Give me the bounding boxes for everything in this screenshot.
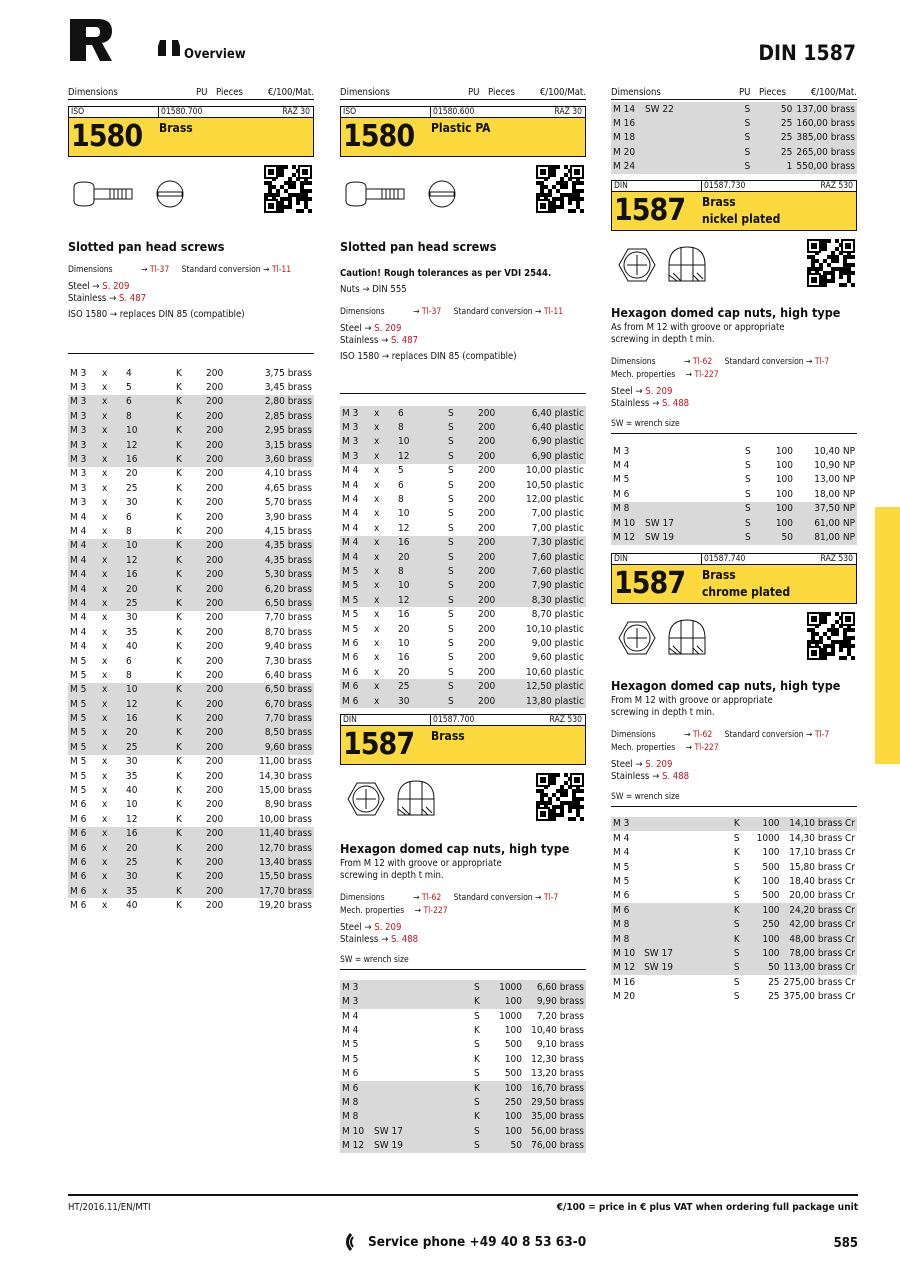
table-row: M 4 x 40 K 200 9,40 brass	[70, 641, 312, 653]
price-table	[340, 406, 586, 708]
table-row: M 20 S 25 265,00 brass	[613, 146, 855, 158]
material: Brass	[431, 729, 465, 744]
qr-code[interactable]	[264, 165, 312, 213]
table-row: M 5 x 25 K 200 9,60 brass	[70, 741, 312, 753]
column-3: Dimensions PU Pieces €/100/Mat. M 14 SW 22 S 50 137,00 brass M 16 S 25 160,00 brass M 18 S 25 385,00 brass M 20 S 25 265,00 brass M 24 S 1 550,00 brass DIN 01587.730 RAZ 530 1587 Brass nickel plated Hexagon domed cap nuts, high type As from M 12 with groove or appropriate screwing in depth t min. Dimensions → Tl-62 Standard conversion → Tl-7 Mech. properties → Tl-227 Steel → S. 209 Stainless → S. 488 SW = wrench size M 3 S 100 10,40 NP M 4 S 100 10,90 NP M 5 S 100 13,00 NP M 6 S 100 18,00 NP M 8 S 100 37,50 NP M 10 SW 17 S 100 61,00 NP M 12 SW 19 S 50 81,00 NP DIN 01587.740 RAZ 530 1587 Brass chrome plated Hexagon domed cap nuts, high type From M 12 with groove or appropriate screwing in depth t min. Dimensions → Tl-62 Standard conversion → Tl-7 Mech. properties → Tl-227 Steel → S. 209 Stainless → S. 488 SW = wrench size M 3 K 100 14,10 brass Cr M 4 S 1000 14,30 brass Cr M 4 K 100 17,10 brass Cr M 5 S 500 15,80 brass Cr M 5 K 100 18,40 brass Cr M 6 S 500 20,00 brass Cr M 6 K 100 24,20 brass Cr M 8 S 250 42,00 brass Cr M 8 K 100 48,00 brass Cr M 10 SW 17 S 100 78,00 brass Cr M 12 SW 19 S 50 113,00 brass Cr M 16 S 25 275,00 brass Cr M 20 S 25 375,00 brass Cr	[611, 87, 857, 1003]
table-row: M 3 x 10 S 200 6,90 plastic	[342, 436, 584, 448]
table-row: M 6 x 30 S 200 13,80 plastic	[342, 695, 584, 707]
table-row: M 16 S 25 160,00 brass	[613, 118, 855, 130]
table-row: M 6 x 35 K 200 17,70 brass	[70, 885, 312, 897]
table-row: M 4 x 6 K 200 3,90 brass	[70, 511, 312, 523]
table-row: M 5 S 100 13,00 NP	[613, 474, 855, 486]
table-row: M 5 x 12 S 200 8,30 plastic	[342, 594, 584, 606]
material: Brass nickel plated	[702, 194, 781, 226]
price-table	[611, 444, 857, 545]
company-logo	[68, 17, 114, 63]
table-row: M 4 x 5 S 200 10,00 plastic	[342, 465, 584, 477]
table-row: M 5 x 16 S 200 8,70 plastic	[342, 609, 584, 621]
nut-drawing	[615, 616, 715, 660]
table-row: M 4 x 10 S 200 7,00 plastic	[342, 508, 584, 520]
price-table	[611, 102, 857, 174]
table-row: M 5 x 10 K 200 6,50 brass	[70, 684, 312, 696]
table-row: M 4 x 30 K 200 7,70 brass	[70, 612, 312, 624]
table-row: M 10 SW 17 S 100 78,00 brass Cr	[613, 947, 855, 959]
table-row: M 5 x 40 K 200 15,00 brass	[70, 785, 312, 797]
table-row: M 4 x 25 K 200 6,50 brass	[70, 597, 312, 609]
table-row: M 6 x 16 S 200 9,60 plastic	[342, 652, 584, 664]
table-row: M 3 x 8 S 200 6,40 plastic	[342, 422, 584, 434]
table-row: M 12 SW 19 S 50 76,00 brass	[342, 1140, 584, 1152]
table-row: M 5 S 500 9,10 brass	[342, 1039, 584, 1051]
price-note: €/100 = price in € plus VAT when ordering full package unit	[556, 1202, 858, 1213]
product-box: DIN 01587.740 RAZ 530 1587 Brass chrome plated	[611, 553, 857, 604]
table-row: M 3 x 6 K 200 2,80 brass	[70, 396, 312, 408]
table-row: M 3 S 100 10,40 NP	[613, 445, 855, 457]
table-row: M 3 x 12 K 200 3,15 brass	[70, 439, 312, 451]
product-box: DIN 01587.730 RAZ 530 1587 Brass nickel plated	[611, 180, 857, 231]
table-row: M 3 x 20 K 200 4,10 brass	[70, 468, 312, 480]
document-code: HT/2016.11/EN/MTI	[68, 1202, 151, 1213]
product-box: ISO 01580.600 RAZ 30 1580 Plastic PA	[340, 106, 586, 157]
product-box: DIN 01587.700 RAZ 530 1587 Brass	[340, 714, 586, 765]
table-row: M 3 x 4 K 200 3,75 brass	[70, 367, 312, 379]
table-row: M 3 x 30 K 200 5,70 brass	[70, 497, 312, 509]
binoculars-icon	[157, 38, 181, 58]
phone-icon	[342, 1232, 364, 1252]
qr-code[interactable]	[536, 165, 584, 213]
table-row: M 6 x 30 K 200 15,50 brass	[70, 871, 312, 883]
table-row: M 5 x 12 K 200 6,70 brass	[70, 698, 312, 710]
table-row: M 5 K 100 12,30 brass	[342, 1053, 584, 1065]
table-row: M 4 x 20 S 200 7,60 plastic	[342, 551, 584, 563]
table-row: M 3 x 25 K 200 4,65 brass	[70, 482, 312, 494]
table-row: M 5 x 10 S 200 7,90 plastic	[342, 580, 584, 592]
section-tab	[875, 507, 900, 764]
din-number: 1580	[343, 119, 415, 154]
table-row: M 6 x 10 K 200 8,90 brass	[70, 799, 312, 811]
din-number: 1587	[614, 192, 686, 228]
table-row: M 3 S 1000 6,60 brass	[342, 981, 584, 993]
column-header: Dimensions PU Pieces €/100/Mat.	[611, 87, 857, 98]
table-row: M 3 x 8 K 200 2,85 brass	[70, 410, 312, 422]
table-row: M 4 x 10 K 200 4,35 brass	[70, 540, 312, 552]
screw-drawing	[342, 179, 462, 209]
table-row: M 4 x 16 S 200 7,30 plastic	[342, 537, 584, 549]
table-row: M 5 x 20 K 200 8,50 brass	[70, 727, 312, 739]
table-row: M 3 x 5 K 200 3,45 brass	[70, 382, 312, 394]
table-row: M 6 S 500 20,00 brass Cr	[613, 890, 855, 902]
table-row: M 3 x 16 K 200 3,60 brass	[70, 454, 312, 466]
table-row: M 6 x 10 S 200 9,00 plastic	[342, 637, 584, 649]
table-row: M 12 SW 19 S 50 113,00 brass Cr	[613, 962, 855, 974]
price-table	[340, 980, 586, 1153]
table-row: M 4 x 20 K 200 6,20 brass	[70, 583, 312, 595]
table-row: M 6 x 16 K 200 11,40 brass	[70, 828, 312, 840]
table-row: M 4 x 35 K 200 8,70 brass	[70, 626, 312, 638]
table-row: M 4 S 100 10,90 NP	[613, 460, 855, 472]
table-row: M 6 K 100 16,70 brass	[342, 1082, 584, 1094]
table-row: M 8 S 250 29,50 brass	[342, 1097, 584, 1109]
material: Brass chrome plated	[702, 567, 791, 599]
table-row: M 6 x 25 S 200 12,50 plastic	[342, 681, 584, 693]
table-row: M 5 x 8 S 200 7,60 plastic	[342, 565, 584, 577]
table-row: M 8 S 100 37,50 NP	[613, 503, 855, 515]
table-row: M 6 x 20 K 200 12,70 brass	[70, 842, 312, 854]
table-row: M 5 x 8 K 200 6,40 brass	[70, 669, 312, 681]
qr-code[interactable]	[807, 239, 855, 287]
din-number: 1587	[343, 727, 415, 763]
price-table	[611, 817, 857, 1004]
column-1: Dimensions PU Pieces €/100/Mat. ISO 01580.700 RAZ 30 1580 Brass Slotted pan head screws Dimensions → Tl-37 Standard conversion → Tl-11 Steel → S. 209 Stainless → S. 487 ISO 1580 → replaces DIN 85 (compatible) M 3 x 4 K 200 3,75 brass M 3 x 5 K 200 3,45 brass M 3 x 6 K 200 2,80 brass M 3 x 8 K 200 2,85 brass M 3 x 10 K 200 2,95 brass M 3 x 12 K 200 3,15 brass M 3 x 16 K 200 3,60 brass M 3 x 20 K 200 4,10 brass M 3 x 25 K 200 4,65 brass M 3 x 30 K 200 5,70 brass M 4 x 6 K 200 3,90 brass M 4 x 8 K 200 4,15 brass M 4 x 10 K 200 4,35 brass M 4 x 12 K 200 4,35 brass M 4 x 16 K 200 5,30 brass M 4 x 20 K 200 6,20 brass M 4 x 25 K 200 6,50 brass M 4 x 30 K 200 7,70 brass M 4 x 35 K 200 8,70 brass M 4 x 40 K 200 9,40 brass M 5 x 6 K 200 7,30 brass M 5 x 8 K 200 6,40 brass M 5 x 10 K 200 6,50 brass M 5 x 12 K 200 6,70 brass M 5 x 16 K 200 7,70 brass M 5 x 20 K 200 8,50 brass M 5 x 25 K 200 9,60 brass M 5 x 30 K 200 11,00 brass M 5 x 35 K 200 14,30 brass M 5 x 40 K 200 15,00 brass M 6 x 10 K 200 8,90 brass M 6 x 12 K 200 10,00 brass M 6 x 16 K 200 11,40 brass M 6 x 20 K 200 12,70 brass M 6 x 25 K 200 13,40 brass M 6 x 30 K 200 15,50 brass M 6 x 35 K 200 17,70 brass M 6 x 40 K 200 19,20 brass	[68, 87, 314, 912]
table-row: M 8 K 100 35,00 brass	[342, 1111, 584, 1123]
din-number: 1580	[71, 119, 143, 154]
table-row: M 6 K 100 24,20 brass Cr	[613, 904, 855, 916]
table-row: M 4 x 8 K 200 4,15 brass	[70, 525, 312, 537]
table-row: M 16 S 25 275,00 brass Cr	[613, 976, 855, 988]
table-row: M 4 x 6 S 200 10,50 plastic	[342, 479, 584, 491]
qr-code[interactable]	[536, 773, 584, 821]
nut-drawing	[615, 243, 715, 287]
table-row: M 10 SW 17 S 100 61,00 NP	[613, 517, 855, 529]
column-header: Dimensions PU Pieces €/100/Mat.	[340, 87, 586, 98]
qr-code[interactable]	[807, 612, 855, 660]
column-2: Dimensions PU Pieces €/100/Mat. ISO 01580.600 RAZ 30 1580 Plastic PA Slotted pan head screws Caution! Rough tolerances as per VDI 2544. Nuts → DIN 555 Dimensions → Tl-37 Standard conversion → Tl-11 Steel → S. 209 Stainless → S. 487 ISO 1580 → replaces DIN 85 (compatible) M 3 x 6 S 200 6,40 plastic M 3 x 8 S 200 6,40 plastic M 3 x 10 S 200 6,90 plastic M 3 x 12 S 200 6,90 plastic M 4 x 5 S 200 10,00 plastic M 4 x 6 S 200 10,50 plastic M 4 x 8 S 200 12,00 plastic M 4 x 10 S 200 7,00 plastic M 4 x 12 S 200 7,00 plastic M 4 x 16 S 200 7,30 plastic M 4 x 20 S 200 7,60 plastic M 5 x 8 S 200 7,60 plastic M 5 x 10 S 200 7,90 plastic M 5 x 12 S 200 8,30 plastic M 5 x 16 S 200 8,70 plastic M 5 x 20 S 200 10,10 plastic M 6 x 10 S 200 9,00 plastic M 6 x 16 S 200 9,60 plastic M 6 x 20 S 200 10,60 plastic M 6 x 25 S 200 12,50 plastic M 6 x 30 S 200 13,80 plastic DIN 01587.700 RAZ 530 1587 Brass Hexagon domed cap nuts, high type From M 12 with groove or appropriate screwing in depth t min. Dimensions → Tl-62 Standard conversion → Tl-7 Mech. properties → Tl-227 Steel → S. 209 Stainless → S. 488 SW = wrench size M 3 S 1000 6,60 brass M 3 K 100 9,90 brass M 4 S 1000 7,20 brass M 4 K 100 10,40 brass M 5 S 500 9,10 brass M 5 K 100 12,30 brass M 6 S 500 13,20 brass M 6 K 100 16,70 brass M 8 S 250 29,50 brass M 8 K 100 35,00 brass M 10 SW 17 S 100 56,00 brass M 12 SW 19 S 50 76,00 brass	[340, 87, 586, 1152]
table-row: M 5 x 6 K 200 7,30 brass	[70, 655, 312, 667]
table-row: M 20 S 25 375,00 brass Cr	[613, 991, 855, 1003]
table-row: M 10 SW 17 S 100 56,00 brass	[342, 1125, 584, 1137]
table-row: M 5 x 20 S 200 10,10 plastic	[342, 623, 584, 635]
table-row: M 4 S 1000 14,30 brass Cr	[613, 832, 855, 844]
table-row: M 4 K 100 10,40 brass	[342, 1025, 584, 1037]
product-box: ISO 01580.700 RAZ 30 1580 Brass	[68, 106, 314, 157]
page-title: DIN 1587	[758, 41, 856, 65]
table-row: M 4 x 16 K 200 5,30 brass	[70, 569, 312, 581]
service-phone: Service phone +49 40 8 53 63-0	[368, 1234, 587, 1250]
table-row: M 5 x 35 K 200 14,30 brass	[70, 770, 312, 782]
table-row: M 8 S 250 42,00 brass Cr	[613, 919, 855, 931]
table-row: M 5 x 30 K 200 11,00 brass	[70, 756, 312, 768]
table-row: M 4 K 100 17,10 brass Cr	[613, 847, 855, 859]
din-number: 1587	[614, 565, 686, 601]
nut-drawing	[344, 777, 444, 821]
table-row: M 3 K 100 14,10 brass Cr	[613, 818, 855, 830]
table-row: M 4 x 12 S 200 7,00 plastic	[342, 522, 584, 534]
table-row: M 12 SW 19 S 50 81,00 NP	[613, 531, 855, 543]
table-row: M 3 x 12 S 200 6,90 plastic	[342, 450, 584, 462]
column-header: Dimensions PU Pieces €/100/Mat.	[68, 87, 314, 98]
section-label: Overview	[184, 47, 246, 62]
table-row: M 3 K 100 9,90 brass	[342, 996, 584, 1008]
table-row: M 5 S 500 15,80 brass Cr	[613, 861, 855, 873]
table-row: M 6 x 25 K 200 13,40 brass	[70, 856, 312, 868]
table-row: M 4 x 12 K 200 4,35 brass	[70, 554, 312, 566]
table-row: M 8 K 100 48,00 brass Cr	[613, 933, 855, 945]
table-row: M 4 x 8 S 200 12,00 plastic	[342, 494, 584, 506]
material: Plastic PA	[431, 121, 491, 135]
table-row: M 4 S 1000 7,20 brass	[342, 1010, 584, 1022]
table-row: M 3 x 10 K 200 2,95 brass	[70, 425, 312, 437]
table-row: M 6 S 100 18,00 NP	[613, 488, 855, 500]
table-row: M 18 S 25 385,00 brass	[613, 132, 855, 144]
table-row: M 5 x 16 K 200 7,70 brass	[70, 713, 312, 725]
table-row: M 3 x 6 S 200 6,40 plastic	[342, 407, 584, 419]
table-row: M 6 x 12 K 200 10,00 brass	[70, 813, 312, 825]
material: Brass	[159, 121, 193, 135]
table-row: M 6 x 40 K 200 19,20 brass	[70, 900, 312, 912]
table-row: M 5 K 100 18,40 brass Cr	[613, 875, 855, 887]
table-row: M 6 S 500 13,20 brass	[342, 1068, 584, 1080]
page-number: 585	[833, 1236, 858, 1251]
screw-drawing	[70, 179, 190, 209]
table-row: M 24 S 1 550,00 brass	[613, 161, 855, 173]
table-row: M 14 SW 22 S 50 137,00 brass	[613, 103, 855, 115]
price-table	[68, 366, 314, 913]
table-row: M 6 x 20 S 200 10,60 plastic	[342, 666, 584, 678]
